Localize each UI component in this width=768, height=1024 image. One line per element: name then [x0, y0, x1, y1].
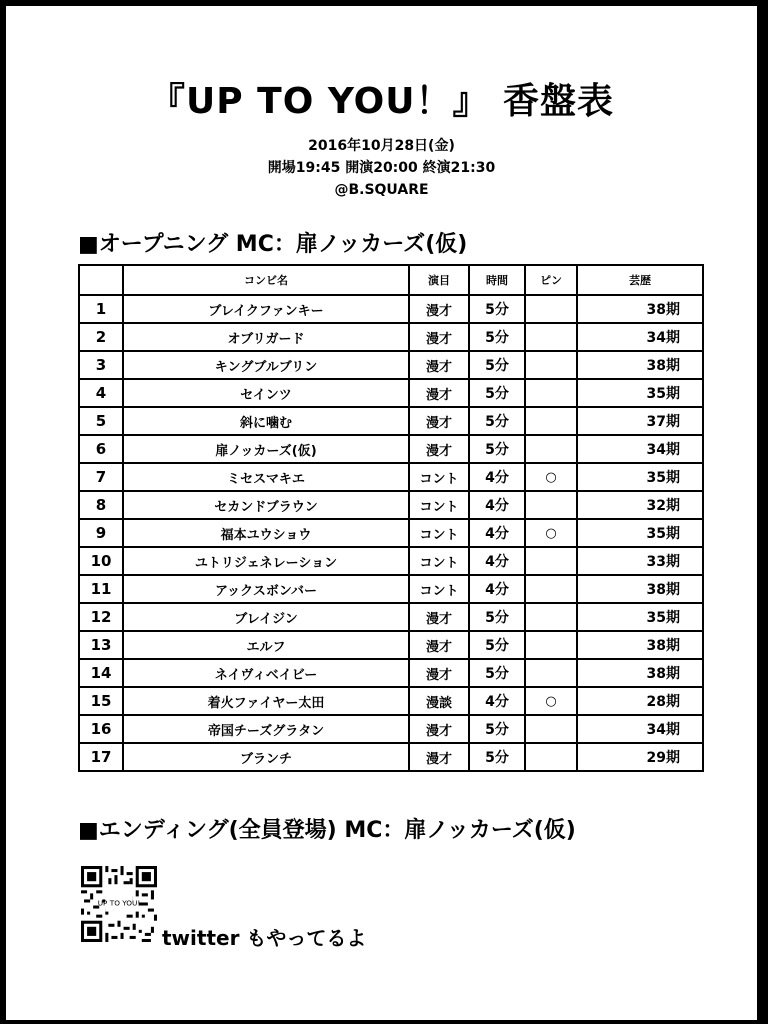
act-type: コント	[409, 547, 469, 575]
row-number: 17	[79, 743, 123, 771]
combo-name: ユトリジェネレーション	[123, 547, 409, 575]
combo-name: オブリガード	[123, 323, 409, 351]
act-type: 漫才	[409, 295, 469, 323]
row-number: 3	[79, 351, 123, 379]
ending-heading: ■エンディング(全員登場) MC：扉ノッカーズ(仮)	[78, 818, 576, 843]
career-term: 32期	[577, 491, 703, 519]
pin-mark	[525, 491, 577, 519]
opening-heading: ■オープニング MC：扉ノッカーズ(仮)	[78, 232, 468, 257]
table-row	[79, 547, 703, 575]
pin-mark	[525, 435, 577, 463]
row-number: 6	[79, 435, 123, 463]
row-number: 7	[79, 463, 123, 491]
act-type: コント	[409, 575, 469, 603]
pin-mark	[525, 295, 577, 323]
pin-mark	[525, 351, 577, 379]
pin-mark	[525, 575, 577, 603]
act-time: 5分	[469, 715, 525, 743]
pin-mark	[525, 715, 577, 743]
career-term: 38期	[577, 295, 703, 323]
pin-mark	[525, 631, 577, 659]
row-number: 9	[79, 519, 123, 547]
combo-name: 着火ファイヤー太田	[123, 687, 409, 715]
qr-code-label: UP TO YOU!	[97, 898, 141, 908]
table-row	[79, 631, 703, 659]
row-number: 2	[79, 323, 123, 351]
career-term: 38期	[577, 351, 703, 379]
act-time: 5分	[469, 323, 525, 351]
combo-name: 福本ユウショウ	[123, 519, 409, 547]
career-term: 38期	[577, 631, 703, 659]
pin-mark	[525, 603, 577, 631]
table-row	[79, 323, 703, 351]
table-row	[79, 603, 703, 631]
table-row	[79, 743, 703, 771]
act-type: 漫才	[409, 631, 469, 659]
pin-mark: ○	[525, 687, 577, 715]
combo-name: ブレイジン	[123, 603, 409, 631]
pin-mark: ○	[525, 463, 577, 491]
header-time: 時間	[469, 265, 525, 295]
combo-name: ミセスマキエ	[123, 463, 409, 491]
combo-name: 扉ノッカーズ(仮)	[123, 435, 409, 463]
table-row	[79, 575, 703, 603]
act-type: 漫才	[409, 379, 469, 407]
act-type: 漫才	[409, 323, 469, 351]
header-career: 芸歴	[577, 265, 703, 295]
row-number: 12	[79, 603, 123, 631]
combo-name: エルフ	[123, 631, 409, 659]
table-row	[79, 379, 703, 407]
lineup-table	[78, 264, 704, 772]
twitter-note: twitter もやってるよ	[162, 926, 367, 950]
career-term: 28期	[577, 687, 703, 715]
event-date: 2016年10月28日(金)	[308, 138, 455, 154]
table-row	[79, 519, 703, 547]
act-type: 漫才	[409, 351, 469, 379]
row-number: 1	[79, 295, 123, 323]
row-number: 15	[79, 687, 123, 715]
act-type: 漫才	[409, 659, 469, 687]
career-term: 34期	[577, 715, 703, 743]
event-venue: @B.SQUARE	[334, 182, 429, 198]
act-time: 5分	[469, 743, 525, 771]
combo-name: ブレイクファンキー	[123, 295, 409, 323]
combo-name: アックスボンバー	[123, 575, 409, 603]
act-type: コント	[409, 519, 469, 547]
career-term: 29期	[577, 743, 703, 771]
table-row	[79, 351, 703, 379]
act-type: 漫才	[409, 743, 469, 771]
row-number: 11	[79, 575, 123, 603]
act-type: 漫才	[409, 715, 469, 743]
combo-name: セカンドブラウン	[123, 491, 409, 519]
career-term: 38期	[577, 575, 703, 603]
row-number: 16	[79, 715, 123, 743]
career-term: 35期	[577, 463, 703, 491]
event-times: 開場19:45 開演20:00 終演21:30	[267, 160, 496, 176]
pin-mark: ○	[525, 519, 577, 547]
act-type: 漫談	[409, 687, 469, 715]
combo-name: ブランチ	[123, 743, 409, 771]
row-number: 4	[79, 379, 123, 407]
table-row	[79, 435, 703, 463]
career-term: 35期	[577, 379, 703, 407]
row-number: 8	[79, 491, 123, 519]
combo-name: 帝国チーズグラタン	[123, 715, 409, 743]
act-time: 5分	[469, 379, 525, 407]
act-time: 4分	[469, 547, 525, 575]
header-combo-name: コンビ名	[123, 265, 409, 295]
act-time: 5分	[469, 603, 525, 631]
pin-mark	[525, 407, 577, 435]
combo-name: 斜に噛む	[123, 407, 409, 435]
table-row	[79, 295, 703, 323]
qr-code-icon	[81, 866, 157, 942]
table-row	[79, 659, 703, 687]
row-number: 14	[79, 659, 123, 687]
table-row	[79, 407, 703, 435]
combo-name: キングブルブリン	[123, 351, 409, 379]
header-pin: ピン	[525, 265, 577, 295]
page-title: 『UP TO YOU！』 香盤表	[149, 81, 614, 122]
act-time: 5分	[469, 435, 525, 463]
table-row	[79, 715, 703, 743]
pin-mark	[525, 659, 577, 687]
career-term: 35期	[577, 519, 703, 547]
act-type: 漫才	[409, 603, 469, 631]
act-time: 5分	[469, 659, 525, 687]
act-type: コント	[409, 463, 469, 491]
act-time: 5分	[469, 351, 525, 379]
career-term: 38期	[577, 659, 703, 687]
row-number: 5	[79, 407, 123, 435]
act-type: 漫才	[409, 407, 469, 435]
pin-mark	[525, 743, 577, 771]
act-time: 4分	[469, 575, 525, 603]
table-header-row	[79, 265, 703, 295]
career-term: 34期	[577, 323, 703, 351]
row-number: 13	[79, 631, 123, 659]
header-act: 演目	[409, 265, 469, 295]
header-number	[79, 265, 123, 295]
schedule-sheet	[6, 6, 757, 1020]
career-term: 37期	[577, 407, 703, 435]
pin-mark	[525, 547, 577, 575]
act-time: 5分	[469, 295, 525, 323]
act-type: 漫才	[409, 435, 469, 463]
career-term: 33期	[577, 547, 703, 575]
act-time: 4分	[469, 519, 525, 547]
table-row	[79, 491, 703, 519]
table-row	[79, 687, 703, 715]
act-time: 5分	[469, 407, 525, 435]
act-time: 4分	[469, 491, 525, 519]
table-row	[79, 463, 703, 491]
combo-name: セインツ	[123, 379, 409, 407]
act-time: 4分	[469, 687, 525, 715]
career-term: 35期	[577, 603, 703, 631]
act-time: 4分	[469, 463, 525, 491]
pin-mark	[525, 323, 577, 351]
row-number: 10	[79, 547, 123, 575]
pin-mark	[525, 379, 577, 407]
combo-name: ネイヴィベイビー	[123, 659, 409, 687]
act-type: コント	[409, 491, 469, 519]
career-term: 34期	[577, 435, 703, 463]
act-time: 5分	[469, 631, 525, 659]
